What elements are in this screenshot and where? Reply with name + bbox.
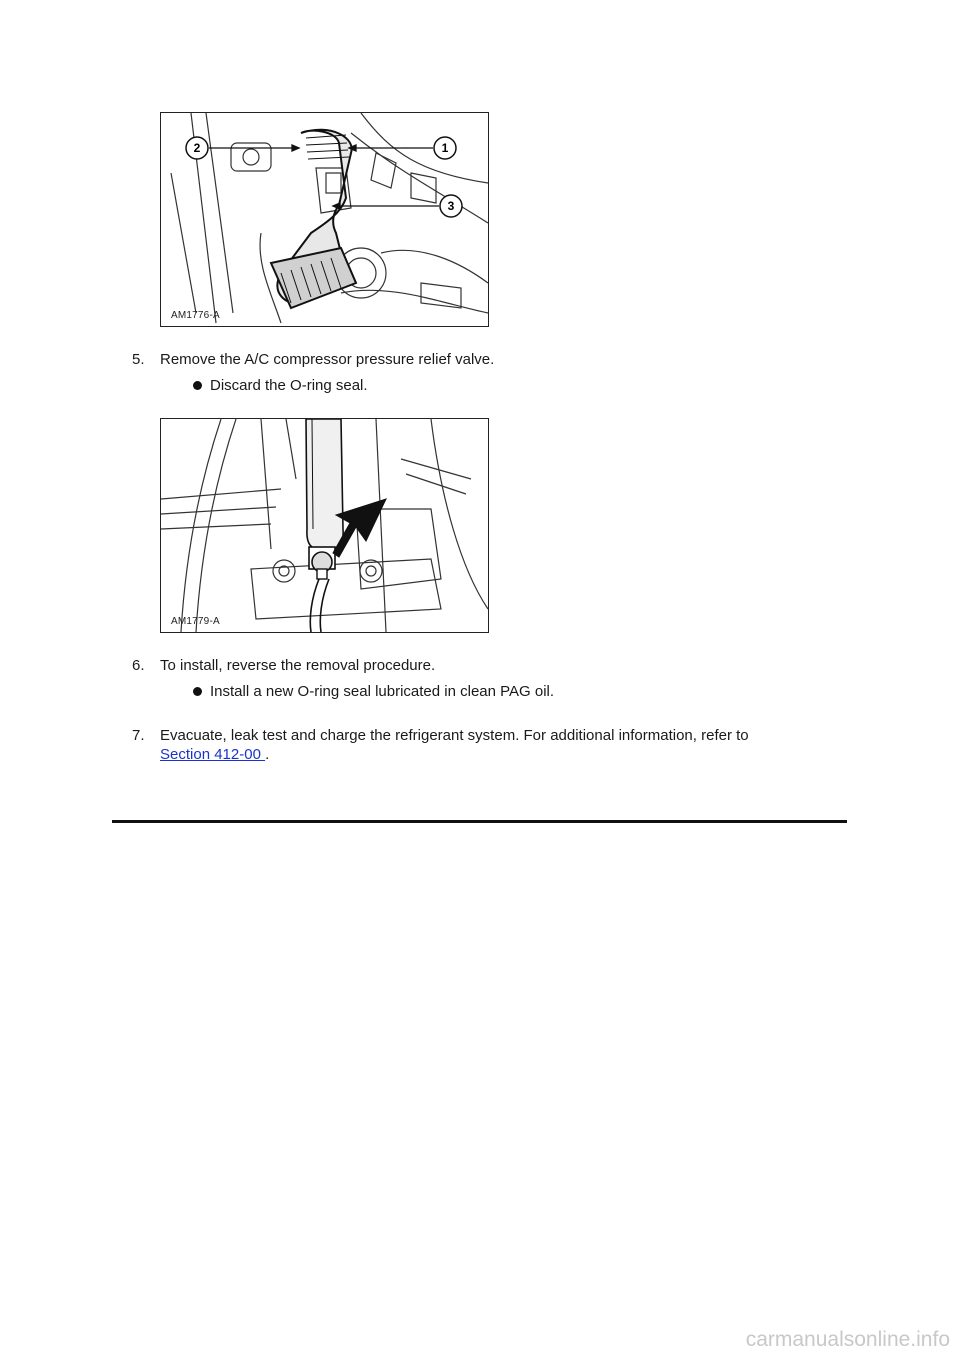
- callout-1: 1: [441, 141, 449, 155]
- figure-am1779: [160, 418, 489, 633]
- engine-hose-illustration: [161, 113, 488, 326]
- bullet-text: Install a new O-ring seal lubricated in clean PAG oil.: [210, 683, 555, 700]
- step-text: Remove the A/C compressor pressure relief valve.: [160, 351, 495, 368]
- callout-3: 3: [447, 199, 455, 213]
- step-text: To install, reverse the removal procedure.: [160, 657, 436, 674]
- step-number: 5.: [132, 351, 145, 368]
- watermark: carmanualsonline.info: [745, 1328, 950, 1351]
- step-text-line: Evacuate, leak test and charge the refrigerant system. For additional information, refer to: [160, 727, 749, 744]
- callout-2: 2: [193, 141, 201, 155]
- figure-label: AM1776-A: [171, 310, 220, 321]
- figure-am1776: [160, 112, 489, 327]
- relief-valve-illustration: [161, 419, 488, 632]
- bullet-dot-icon: [193, 381, 202, 390]
- step-number: 6.: [132, 657, 145, 674]
- section-divider: [112, 820, 847, 823]
- step-suffix: .: [265, 746, 270, 763]
- bullet-dot-icon: [193, 687, 202, 696]
- section-412-00-link[interactable]: Section 412-00: [160, 746, 266, 763]
- step-number: 7.: [132, 727, 145, 744]
- figure-label: AM1779-A: [171, 616, 220, 627]
- bullet-text: Discard the O-ring seal.: [210, 377, 368, 394]
- step-text: [160, 726, 840, 764]
